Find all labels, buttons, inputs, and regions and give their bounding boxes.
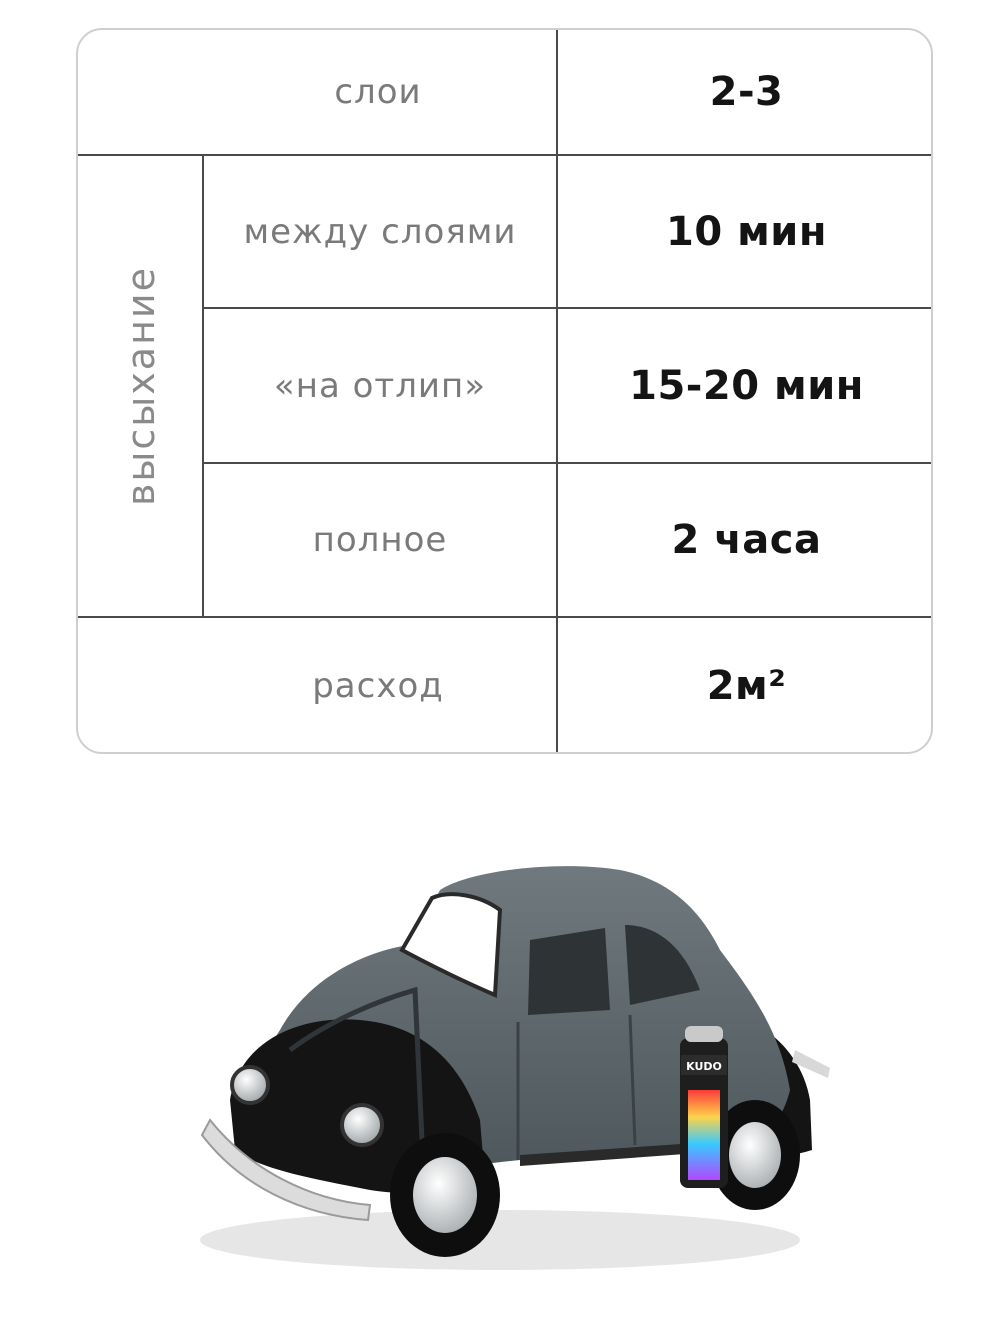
coverage-label: расход bbox=[312, 666, 444, 706]
full-dry-label: полное bbox=[312, 520, 448, 560]
drying-group-label bbox=[78, 156, 204, 616]
can-brand-text: KUDO bbox=[686, 1060, 722, 1073]
tack-free-label: «на отлип» bbox=[273, 365, 487, 406]
drying-group-text: высыхание bbox=[119, 266, 163, 506]
front-wheel bbox=[390, 1133, 500, 1257]
coverage-value: 2м² bbox=[706, 663, 787, 709]
right-headlamp bbox=[342, 1105, 382, 1145]
car-illustration bbox=[140, 800, 860, 1300]
between-layers-label: между слоями bbox=[243, 211, 517, 252]
car-shadow bbox=[200, 1210, 800, 1270]
layers-value: 2-3 bbox=[709, 69, 784, 115]
spray-can bbox=[680, 1026, 728, 1188]
spec-table bbox=[76, 28, 933, 754]
between-layers-value: 10 мин bbox=[666, 208, 827, 255]
full-dry-value: 2 часа bbox=[671, 517, 822, 563]
left-headlamp bbox=[232, 1067, 268, 1103]
layers-label: слои bbox=[334, 72, 422, 112]
car-svg bbox=[140, 800, 860, 1300]
front-side-window bbox=[528, 928, 610, 1015]
tack-free-value: 15-20 мин bbox=[629, 362, 864, 409]
